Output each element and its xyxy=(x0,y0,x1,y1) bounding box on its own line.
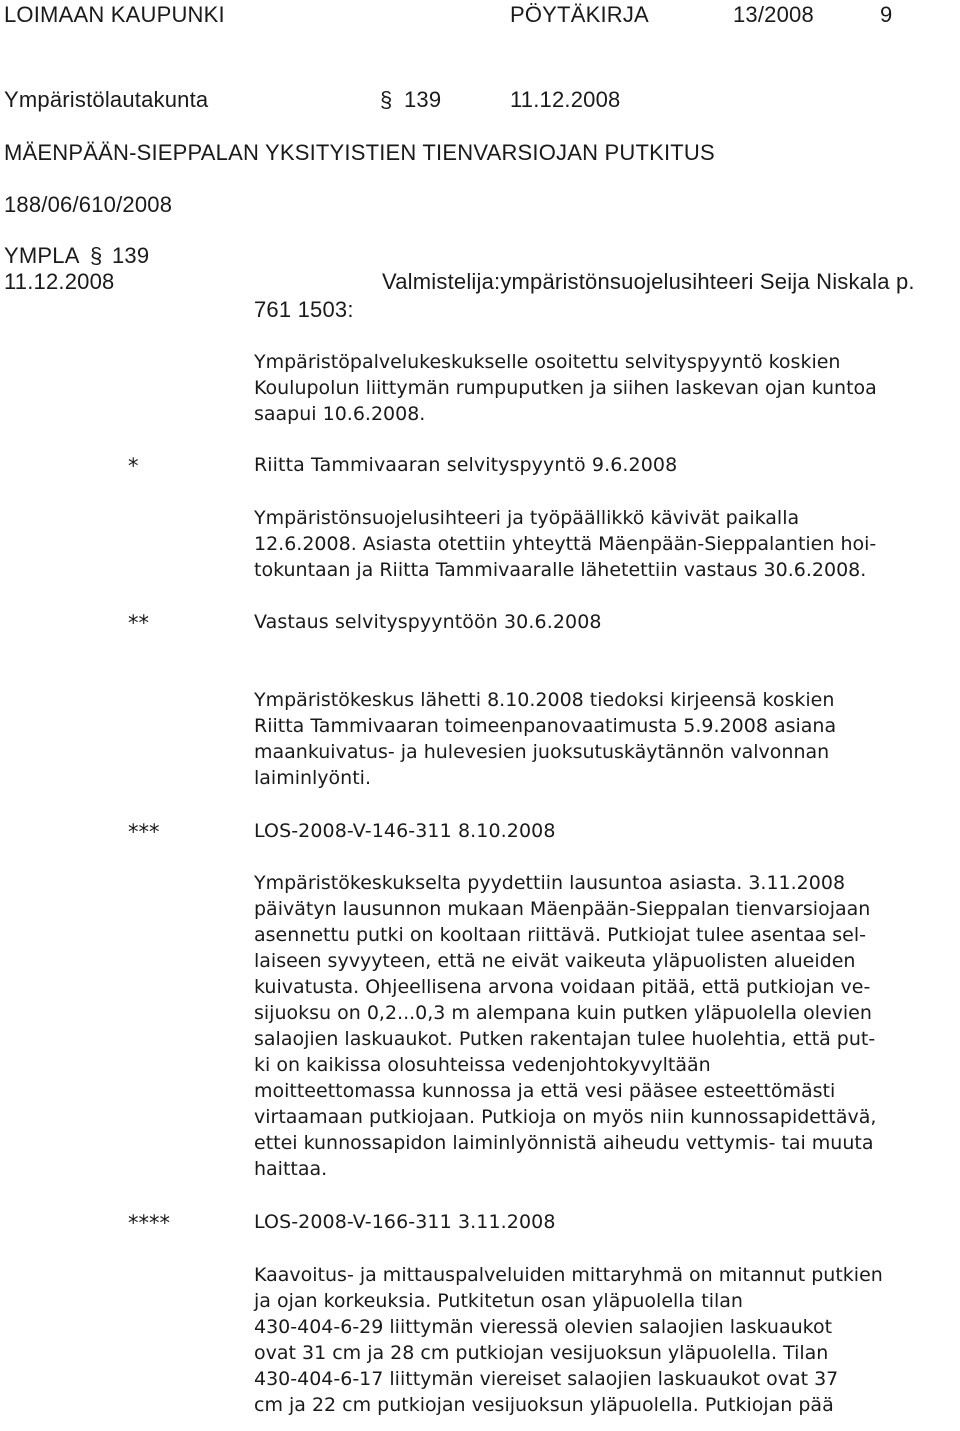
preparer-line-1: Valmistelija:ympäristönsuojelusihteeri Seija Niskala p. xyxy=(382,269,915,294)
item-line: salaojien laskuaukot. Putken rakentajan tulee huolehtia, että put- xyxy=(254,1028,876,1050)
intro-line: saapui 10.6.2008. xyxy=(254,403,426,425)
reference-number: 188/06/610/2008 xyxy=(4,192,173,217)
item-line: maankuivatus- ja hulevesien juoksutuskäytännön valvonnan xyxy=(254,741,830,763)
item-line: päivätyn lausunnon mukaan Mäenpään-Sieppalan tienvarsiojaan xyxy=(254,898,871,920)
ympla-label: YMPLA xyxy=(4,243,80,268)
item-line: ki on kaikissa olosuhteissa vedenjohtokyvyltään xyxy=(254,1054,711,1076)
meeting-date: 11.12.2008 xyxy=(510,87,621,112)
intro-paragraph xyxy=(254,349,954,427)
subject-title: MÄENPÄÄN-SIEPPALAN YKSITYISTIEN TIENVARSIOJAN PUTKITUS xyxy=(4,140,715,165)
item-line: kuivatusta. Ohjeellisena arvona voidaan pitää, että putkiojan ve- xyxy=(254,976,871,998)
item-heading: Vastaus selvityspyyntöön 30.6.2008 xyxy=(254,611,602,633)
item-heading: Riitta Tammivaaran selvityspyyntö 9.6.2008 xyxy=(254,454,678,476)
item-heading: LOS-2008-V-166-311 3.11.2008 xyxy=(254,1211,556,1233)
item-line: Ympäristönsuojelusihteeri ja työpäällikkö kävivät paikalla xyxy=(254,507,800,529)
item-line: tokuntaan ja Riitta Tammivaaralle lähetettiin vastaus 30.6.2008. xyxy=(254,559,867,581)
intro-line: Ympäristöpalvelukeskukselle osoitettu selvityspyyntö koskien xyxy=(254,351,841,373)
intro-line: Koulupolun liittymän rumpuputken ja siihen laskevan ojan kuntoa xyxy=(254,377,877,399)
document-type: PÖYTÄKIRJA xyxy=(510,2,649,27)
item-paragraph xyxy=(254,1262,954,1418)
item-line: laiseen syvyyteen, että ne eivät vaikeuta yläpuolisten alueiden xyxy=(254,950,856,972)
document-number: 13/2008 xyxy=(733,2,814,27)
section-number: 139 xyxy=(404,87,442,112)
section-symbol: § xyxy=(380,87,393,112)
page-number: 9 xyxy=(880,2,893,27)
item-line: virtaamaan putkiojaan. Putkioja on myös niin kunnossapidettävä, xyxy=(254,1106,877,1128)
item-line: Riitta Tammivaaran toimeenpanovaatimusta 5.9.2008 asiana xyxy=(254,715,837,737)
ympla-section-number: 139 xyxy=(112,243,150,268)
item-line: moitteettomassa kunnossa ja että vesi pääsee esteettömästi xyxy=(254,1080,836,1102)
item-line: asennettu putki on kooltaan riittävä. Putkiojat tulee asentaa sel- xyxy=(254,924,867,946)
ympla-date: 11.12.2008 xyxy=(4,269,115,294)
item-line: 12.6.2008. Asiasta otettiin yhteyttä Mäenpään-Sieppalantien hoi- xyxy=(254,533,877,555)
item-line: 430-404-6-29 liittymän vieressä olevien salaojien laskuaukot xyxy=(254,1316,833,1338)
item-line: sijuoksu on 0,2...0,3 m alempana kuin putken yläpuolella olevien xyxy=(254,1002,872,1024)
preparer-line-2: 761 1503: xyxy=(254,297,354,322)
ympla-section-symbol: § xyxy=(90,243,103,268)
item-line: Ympäristökeskukselta pyydettiin lausuntoa asiasta. 3.11.2008 xyxy=(254,872,846,894)
item-line: ja ojan korkeuksia. Putkitetun osan yläpuolella tilan xyxy=(254,1290,743,1312)
city-name: LOIMAAN KAUPUNKI xyxy=(4,2,225,27)
item-marker: **** xyxy=(128,1211,170,1235)
item-paragraph xyxy=(254,687,954,791)
item-paragraph xyxy=(254,870,954,1182)
item-line: ettei kunnossapidon laiminlyönnistä aiheudu vettymis- tai muuta xyxy=(254,1132,874,1154)
item-line: ovat 31 cm ja 28 cm putkiojan vesijuoksun yläpuolella. Tilan xyxy=(254,1342,829,1364)
item-marker: * xyxy=(128,454,139,478)
item-line: Ympäristökeskus lähetti 8.10.2008 tiedoksi kirjeensä koskien xyxy=(254,689,835,711)
item-line: cm ja 22 cm putkiojan vesijuoksun yläpuolella. Putkiojan pää xyxy=(254,1394,834,1416)
item-line: haittaa. xyxy=(254,1158,328,1180)
item-heading: LOS-2008-V-146-311 8.10.2008 xyxy=(254,820,556,842)
item-marker: *** xyxy=(128,820,160,844)
item-marker: ** xyxy=(128,611,149,635)
item-line: Kaavoitus- ja mittauspalveluiden mittaryhmä on mitannut putkien xyxy=(254,1264,883,1286)
item-line: 430-404-6-17 liittymän viereiset salaojien laskuaukot ovat 37 xyxy=(254,1368,839,1390)
committee-name: Ympäristölautakunta xyxy=(4,87,209,112)
item-paragraph xyxy=(254,505,954,583)
item-line: laiminlyönti. xyxy=(254,767,371,789)
